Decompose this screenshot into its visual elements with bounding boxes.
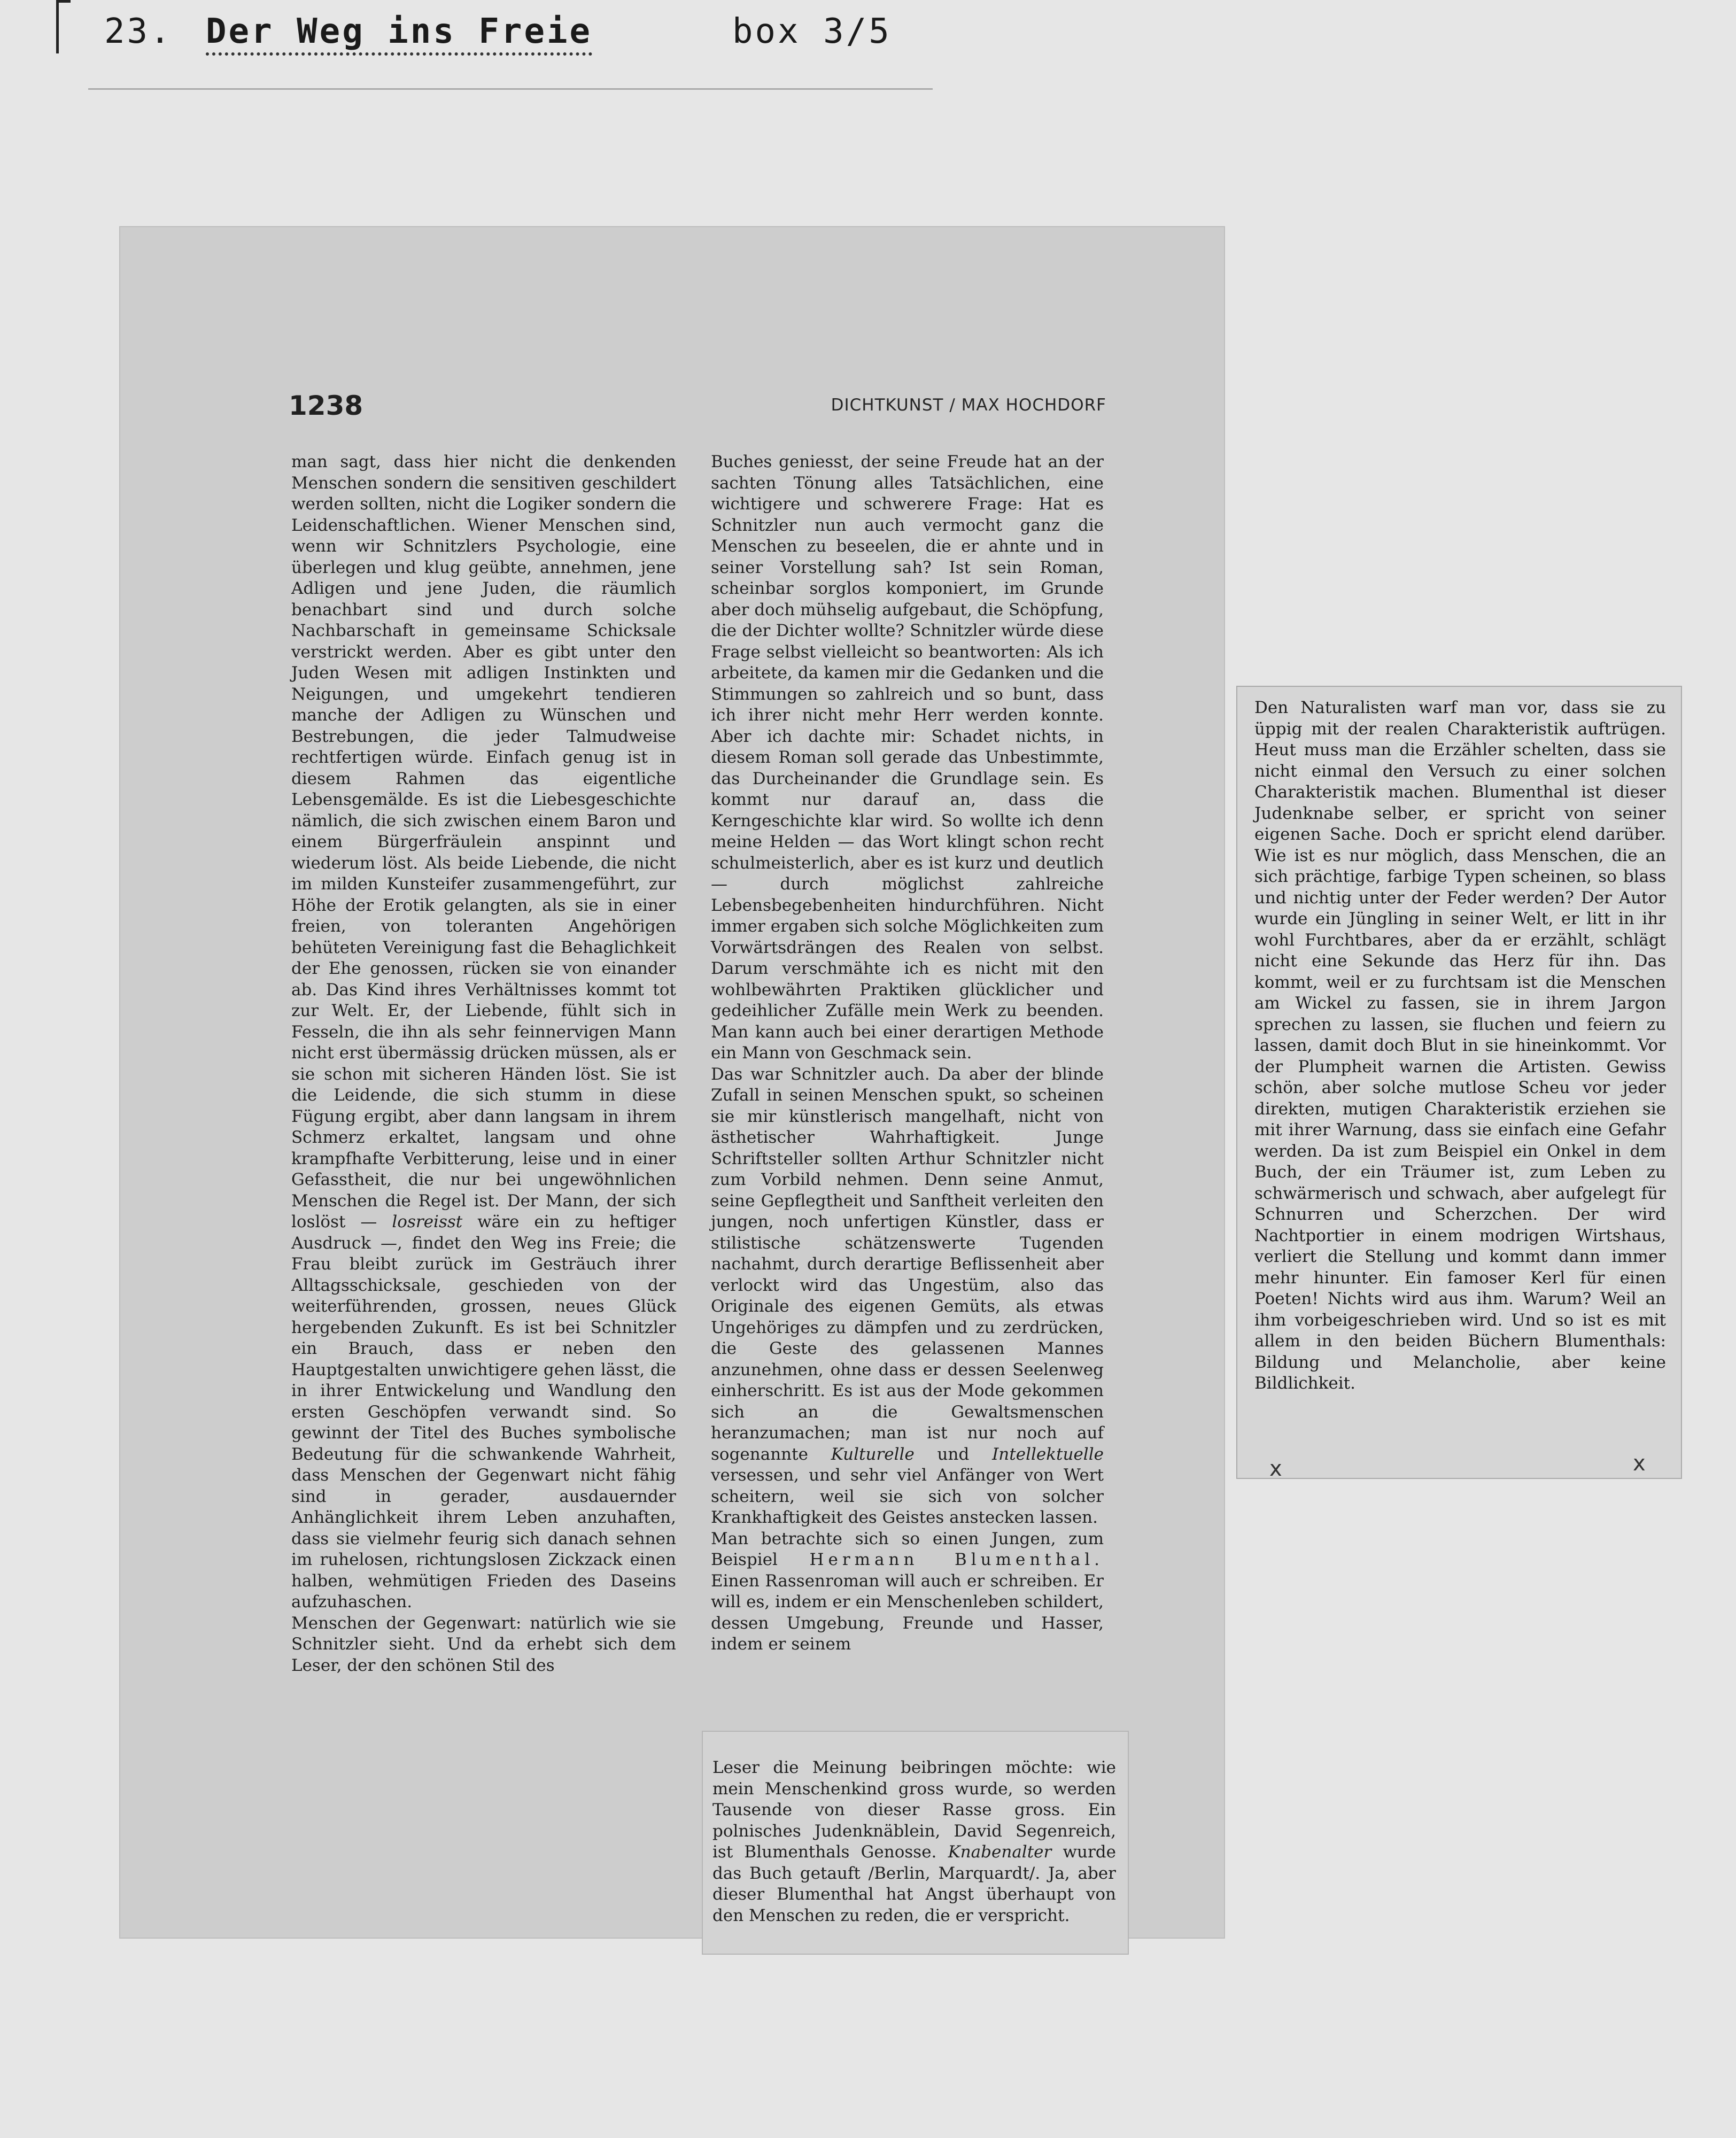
author-name-spaced: Hermann Blumenthal. [809,1550,1104,1569]
bottom-clipping-text: Leser die Meinung beibringen möchte: wie mein Menschenkind gross wurde, so werden Tausende von dieser Rasse gross. Ein polnisches Judenknäblein, David Segenreich, ist Blumenthals Genosse. Knabenalter wurde das Buch getauft /Berlin, Marquardt/. Ja, aber dieser Blumenthal hat Angst überhaupt von den Menschen zu reden, die er verspricht. [712,1758,1116,1925]
text-column-right [711,452,1104,1718]
bottom-clipping [703,1732,1128,1954]
left-italic-word: losreisst [392,1212,463,1231]
page-number: 1238 [289,390,363,421]
left-paragraph-2: Menschen der Gegenwart: natürlich wie sie Schnitzler sieht. Und da erhebt sich dem Leser, der den schönen Stil des [291,1613,676,1675]
running-head: DICHTKUNST / MAX HOCHDORF [831,396,1106,415]
page-head [289,385,1106,428]
right-italic-word-2: Intellektuelle [992,1444,1104,1464]
side-clipping [1237,687,1681,1478]
header-title: Der Weg ins Freie [206,12,592,56]
header-box-label: box 3/5 [732,12,892,51]
text-column-left [291,452,676,1734]
right-paragraph-1: Buches geniesst, der seine Freude hat an der sachten Tönung alles Tatsächlichen, eine wichtigere und schwerere Frage: Hat es Schnitzler nun auch vermocht ganz die Menschen zu beseelen, die er ahnte und in seiner Vorstellung sah? Ist sein Roman, scheinbar sorglos komponiert, im Grunde aber doch mühselig aufgebaut, die Schöpfung, die der Dichter wollte? Schnitzler würde diese Frage selbst vielleicht so beantworten: Als ich arbeitete, da kamen mir die Gedanken und die Stimmungen so zahlreich und so bunt, dass ich ihrer nicht mehr Herr werden konnte. Aber ich dachte mir: Schadet nichts, in diesem Roman soll gerade das Unbestimmte, das Durcheinander die Grundlage sein. Es kommt nur darauf an, dass die Kerngeschichte klar wird. So wollte ich denn meine Helden — das Wort klingt schon recht schulmeisterlich, aber es ist kurz und deutlich — durch möglichst zahlreiche Lebensbegebenheiten hindurchführen. Nicht immer ergaben sich solche Möglichkeiten zum Vorwärtsdrängen des Realen von selbst. Darum verschmähte ich es nicht mit den wohlbewährten Praktiken glücklicher und gedeihlicher Zufälle mein Werk zu beenden. Man kann auch bei einer derartigen Methode ein Mann von Geschmack sein. [711,452,1104,1063]
frame-corner-mark [56,0,71,53]
side-clipping-text: Den Naturalisten warf man vor, dass sie zu üppig mit der realen Charakteristik auftrügen. Heut muss man die Erzähler schelten, dass sie nicht einmal den Versuch zu einer solchen Charakteristik machen. Blumenthal ist dieser Judenknabe selber, er spricht von seiner eigenen Sache. Doch er spricht elend darüber. Wie ist es nur möglich, dass Menschen, die an sich prächtige, farbige Typen scheinen, so blass und nichtig unter der Feder werden? Der Autor wurde ein Jüngling in seiner Welt, er litt in ihr wohl Furchtbares, aber da er erzählt, schlägt nicht eine Sekunde das Herz für ihn. Das kommt, weil er zu furchtsam ist die Menschen am Wickel zu fassen, sie in ihrem Jargon sprechen zu lassen, sie fluchen und feiern zu lassen, damit doch Blut in sie hineinkommt. Vor der Plumpheit warnen die Artisten. Gewiss schön, aber solche mutlose Scheu vor jeder direkten, mutigen Charakteristik erziehen sie mit ihrer Warnung, dass sie einfach eine Gefahr werden. Da ist zum Beispiel ein Onkel in dem Buch, der ein Träumer ist, zum Leben zu schwärmerisch und schwach, aber aufgelegt für Schnurren und Scherzchen. Der wird Nachtportier in einem modrigen Wirtshaus, verliert die Stellung und kommt dann immer mehr hinunter. Ein famoser Kerl für einen Poeten! Nichts wird aus ihm. Warum? Weil an ihm vorbeigeschrieben wird. Und so ist es mit allem in den beiden Büchern Blumenthals: Bildung und Melancholie, aber keine Bildlichkeit. [1254,698,1666,1393]
side-clip-mark-right: x [1633,1451,1646,1476]
left-paragraph-1: man sagt, dass hier nicht die denkenden Menschen sondern die sensitiven geschildert werden sollten, nicht die Logiker sondern die Leidenschaftlichen. Wiener Menschen sind, wenn wir Schnitzlers Psychologie, eine überlegen und klug geübte, annehmen, jene Adligen und jene Juden, die räumlich benachbart sind und durch solche Nachbarschaft in gemeinsame Schicksale verstrickt werden. Aber es gibt unter den Juden Wesen mit adligen Instinkten und Neigungen, und umgekehrt tendieren manche der Adligen zu Wünschen und Bestrebungen, die jeder Talmudweise rechtfertigen würde. Einfach genug ist in diesem Rahmen das eigentliche Lebensgemälde. Es ist die Liebesgeschichte nämlich, die sich zwischen einem Baron und einem Bürgerfräulein anspinnt und wiederum löst. Als beide Liebende, die nicht im milden Kunsteifer zusammengeführt, zur Höhe der Erotik gelangten, als sie in einer freien, von toleranten Angehörigen behüteten Vereinigung fast die Behaglichkeit der Ehe genossen, rücken sie von einander ab. Das Kind ihres Verhältnisses kommt tot zur Welt. Er, der Liebende, fühlt sich in Fesseln, die ihn als sehr feinnervigen Mann nicht erst übermässig drücken müssen, als er sie schon mit sicheren Händen löst. Sie ist die Leidende, die sich stumm in diese Fügung ergibt, aber dann langsam in ihrem Schmerz erkaltet, langsam und ohne krampfhafte Verbitterung, leise und in einer Gefasstheit, die nur bei ungewöhnlichen Menschen die Regel ist. Der Mann, der sich loslöst — losreisst wäre ein zu heftiger Ausdruck —, findet den Weg ins Freie; die Frau bleibt zurück im Gesträuch ihrer Alltagsschicksale, geschieden von der weiterführenden, grossen, neues Glück hergebenden Zukunft. Es ist bei Schnitzler ein Brauch, dass er neben den Hauptgestalten unwichtigere gehen lässt, die in ihrer Entwickelung und Wandlung den ersten Geschöpfen verwandt sind. So gewinnt der Titel des Buches symbolische Bedeutung für die schwankende Wahrheit, dass Menschen der Gegenwart nicht fähig sind in gerader, ausdauernder Anhänglichkeit ihrem Leben anzuhaften, dass sie vielmehr feurig sich danach sehnen im ruhelosen, richtungslosen Zickzack einen halben, wehmütigen Frieden des Daseins aufzuhaschen. [291,452,677,1612]
book-title-italic: Knabenalter [948,1842,1052,1862]
right-paragraph-2: Das war Schnitzler auch. Da aber der blinde Zufall in seinen Menschen spukt, so scheinen sie mir künstlerisch mangelhaft, nicht von ästhetischer Wahrhaftigkeit. Junge Schriftsteller sollten Arthur Schnitzler nicht zum Vorbild nehmen. Denn seine Anmut, seine Gepflegtheit und Sanftheit verleiten den jungen, noch unfertigen Künstler, dass er stilistische schätzenswerte Tugenden nachahmt, durch derartige Beflissenheit aber verlockt wird das Ungestüm, also das Originale des eigenen Gemüts, als etwas Ungehöriges zu dämpfen und zu zerdrücken, die Geste des gelassenen Mannes anzunehmen, ohne dass er dessen Seelenweg einherschritt. Es ist aus der Mode gekommen sich an die Gewaltsmenschen heranzumachen; man ist nur noch auf sogenannte Kulturelle und Intellektuelle versessen, und sehr viel Anfänger von Wert scheitern, weil sie sich von solcher Krankhaftigkeit des Geistes anstecken lassen. [711,1064,1104,1527]
right-italic-word-1: Kulturelle [831,1444,914,1464]
right-paragraph-3: Man betrachte sich so einen Jungen, zum Beispiel Hermann Blumenthal. Einen Rassenroman will auch er schreiben. Er will es, indem er ein Menschenleben schildert, dessen Umgebung, Freunde und Hasser, indem er seinem [711,1529,1104,1654]
header-rule [88,88,933,90]
header-number: 23. [104,12,173,51]
side-clip-mark-left: x [1269,1457,1282,1481]
